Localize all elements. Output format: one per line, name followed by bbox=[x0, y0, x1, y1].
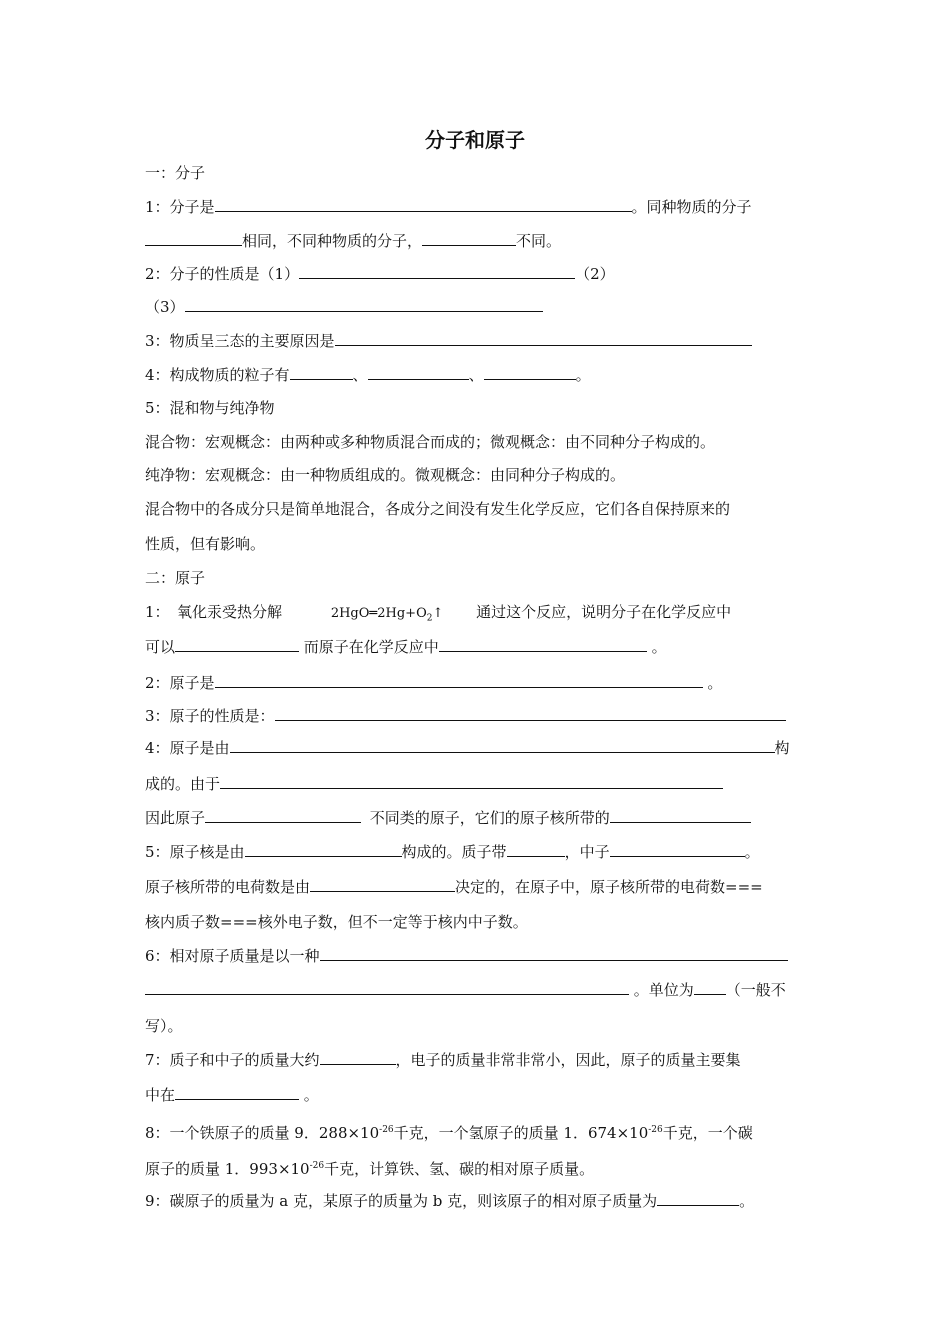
atom-question-8-cont: 原子的质量 1．$993\times 10^{-26}$千克，计算铁、氢、碳的相对原子质量。 bbox=[145, 1160, 595, 1178]
answer-blank[interactable] bbox=[422, 231, 516, 246]
question-5: 5：混和物与纯净物 bbox=[145, 399, 275, 417]
page-title: 分子和原子 bbox=[425, 128, 525, 152]
atom-question-5-cont2: 核内质子数===核外电子数，但不一定等于核内中子数。 bbox=[145, 913, 528, 931]
answer-blank[interactable] bbox=[215, 197, 632, 212]
answer-blank[interactable] bbox=[610, 808, 751, 823]
atom-question-1: 1： 氧化汞受热分解 $2HgO═2Hg+O_2↑$ 通过这个反应，说明分子在化学反应中 bbox=[145, 602, 731, 629]
question-2-cont: （3） bbox=[145, 297, 543, 317]
answer-blank[interactable] bbox=[299, 264, 575, 279]
heat-arrow: ═ bbox=[369, 606, 378, 621]
atom-question-1-cont: 可以 而原子在化学反应中 。 bbox=[145, 638, 667, 656]
atom-question-8: 8：一个铁原子的质量 9．$288\times 10^{-26}$千克，一个氢原子的质量 1．$674\times 10^{-26}$千克，一个碳 bbox=[145, 1124, 753, 1142]
atom-question-2: 2：原子是 。 bbox=[145, 674, 723, 692]
atom-question-5-cont: 原子核所带的电荷数是由 决定的，在原子中，原子核所带的电荷数=== bbox=[145, 878, 763, 896]
atom-question-7-cont: 中在 。 bbox=[145, 1086, 319, 1104]
answer-blank[interactable] bbox=[694, 980, 726, 995]
pure-substance-definition: 纯净物：宏观概念：由一种物质组成的。微观概念：由同种分子构成的。 bbox=[145, 466, 626, 484]
answer-blank[interactable] bbox=[230, 738, 775, 753]
answer-blank[interactable] bbox=[657, 1191, 739, 1206]
answer-blank[interactable] bbox=[335, 331, 752, 346]
answer-blank[interactable] bbox=[215, 673, 703, 688]
question-1: 1：分子是 。同种物质的分子 bbox=[145, 198, 752, 216]
chemical-equation: $2HgO═2Hg+O_2↑$ bbox=[330, 606, 444, 624]
atom-question-6-cont: 。单位为 （一般不 bbox=[145, 980, 786, 1000]
atom-question-7: 7：质子和中子的质量大约 ，电子的质量非常非常小，因此，原子的质量主要集 bbox=[145, 1051, 741, 1069]
question-3: 3：物质呈三态的主要原因是 bbox=[145, 331, 752, 351]
atom-question-6: 6：相对原子质量是以一种 bbox=[145, 946, 788, 966]
answer-blank[interactable] bbox=[175, 637, 299, 652]
answer-blank[interactable] bbox=[275, 706, 786, 721]
mixture-definition: 混合物：宏观概念：由两种或多种物质混合而成的；微观概念：由不同种分子构成的。 bbox=[145, 433, 716, 451]
answer-blank[interactable] bbox=[205, 808, 361, 823]
question-1-cont: 相同，不同种物质的分子， 不同。 bbox=[145, 231, 561, 251]
note-line-2: 性质，但有影响。 bbox=[145, 535, 266, 553]
answer-blank[interactable] bbox=[507, 842, 565, 857]
answer-blank[interactable] bbox=[175, 1085, 299, 1100]
answer-blank[interactable] bbox=[310, 877, 455, 892]
answer-blank[interactable] bbox=[290, 365, 353, 380]
section-heading-molecule: 一：分子 bbox=[145, 164, 206, 182]
gas-up-arrow: ↑ bbox=[432, 606, 444, 621]
answer-blank[interactable] bbox=[610, 842, 745, 857]
answer-blank[interactable] bbox=[145, 231, 242, 246]
section-heading-atom: 二：原子 bbox=[145, 569, 206, 587]
atom-question-5: 5：原子核是由 构成的。质子带 ，中子 。 bbox=[145, 843, 760, 861]
answer-blank[interactable] bbox=[439, 637, 647, 652]
answer-blank[interactable] bbox=[484, 365, 576, 380]
question-2: 2：分子的性质是（1） （2） bbox=[145, 265, 615, 283]
atom-question-6-cont2: 写）。 bbox=[145, 1017, 183, 1035]
atom-question-9: 9：碳原子的质量为 a 克，某原子的质量为 b 克，则该原子的相对原子质量为 。 bbox=[145, 1192, 755, 1210]
note-line-1: 混合物中的各成分只是简单地混合，各成分之间没有发生化学反应，它们各自保持原来的 bbox=[145, 500, 731, 518]
answer-blank[interactable] bbox=[320, 1050, 396, 1065]
answer-blank[interactable] bbox=[320, 946, 788, 961]
atom-question-4: 4：原子是由 构 bbox=[145, 739, 790, 757]
atom-question-3: 3：原子的性质是： bbox=[145, 706, 786, 726]
answer-blank[interactable] bbox=[185, 297, 543, 312]
answer-blank[interactable] bbox=[145, 980, 629, 995]
question-4: 4：构成物质的粒子有 、 、 。 bbox=[145, 366, 591, 384]
atom-question-4-cont: 成的。由于 bbox=[145, 774, 723, 794]
atom-question-4-cont2: 因此原子 不同类的原子，它们的原子核所带的 bbox=[145, 808, 751, 828]
answer-blank[interactable] bbox=[368, 365, 469, 380]
answer-blank[interactable] bbox=[245, 842, 402, 857]
answer-blank[interactable] bbox=[220, 774, 723, 789]
